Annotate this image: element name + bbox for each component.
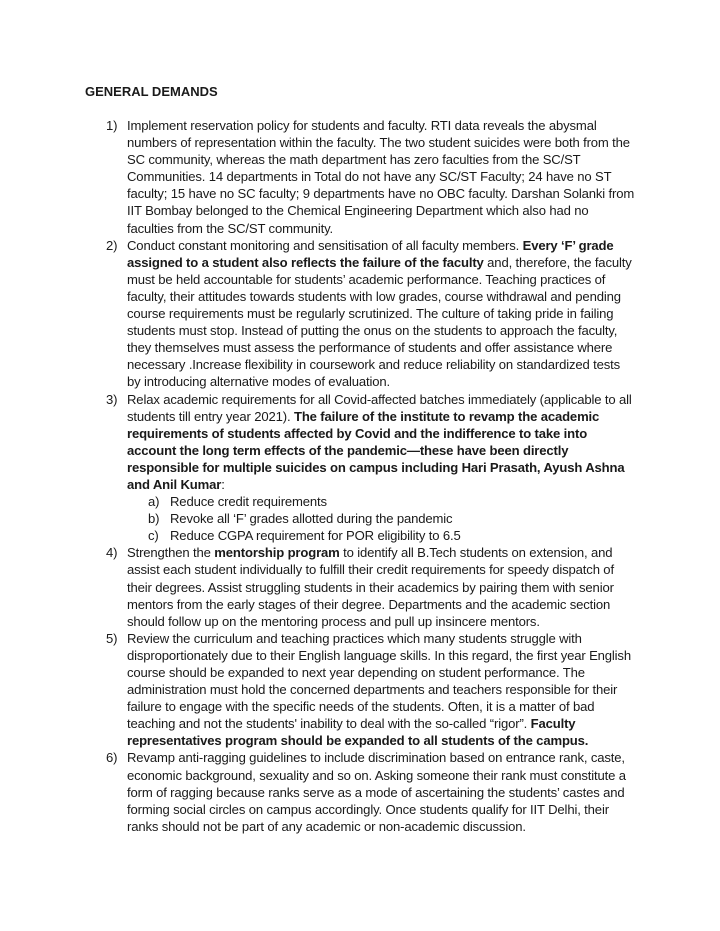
sub-item-letter: b) <box>148 511 160 527</box>
demand-item <box>106 117 636 237</box>
demands-list <box>106 117 636 835</box>
demand-item <box>106 630 636 750</box>
text-segment: Conduct constant monitoring and sensitisation of all faculty members. <box>127 237 523 253</box>
emphasized-text: The failure of the institute to revamp the academic requirements of students affected by Covid and the indifference to take into account the long term effects of the pandemic—these have been directly responsible for multiple suicides on campus including Hari Prasath, Ayush Ashna and Anil Kumar <box>127 408 625 492</box>
demand-number: 4) <box>106 545 118 561</box>
demand-text <box>127 118 634 236</box>
sub-item-text: Revoke all ‘F’ grades allotted during the pandemic <box>170 511 453 527</box>
text-segment: Review the curriculum and teaching practices which many students struggle with disproportionately due to their English language skills. In this regard, the first year English course should be expanded to next year depending on student performance. The administration must hold the concerned departments and teachers responsible for their failure to engage with the specific needs of the students. Often, it is a matter of bad teaching and not the students' inability to deal with the so-called “rigor”. <box>127 630 631 732</box>
demand-number: 5) <box>106 630 118 646</box>
sub-item <box>148 527 636 544</box>
text-segment: : <box>221 476 225 492</box>
demand-text <box>127 545 614 628</box>
text-segment: Revamp anti-ragging guidelines to include discrimination based on entrance rank, caste, economic background, sexuality and so on. Asking someone their rank must constitute a form of ragging because ranks serve as a mode of ascertaining the students’ castes and forming social circles on campus accordingly. Once students qualify for IIT Delhi, their ranks should not be part of any academic or non-academic discussion. <box>127 750 626 834</box>
demand-text <box>127 631 631 749</box>
demand-item <box>106 237 636 391</box>
demand-number: 3) <box>106 391 118 407</box>
demand-text <box>127 238 632 390</box>
text-segment: Implement reservation policy for students and faculty. RTI data reveals the abysmal numbers of representation within the faculty. The two student suicides were both from the SC community, whereas the math department has zero faculties from the SC/ST Communities. 14 departments in Total do not have any SC/ST Faculty; 24 have no ST faculty; 15 have no SC faculty; 9 departments have no OBC faculty. Darshan Solanki from IIT Bombay belonged to the Chemical Engineering Department which also had no faculties from the SC/ST community. <box>127 118 635 236</box>
demand-text <box>127 392 632 492</box>
section-heading: GENERAL DEMANDS <box>85 84 218 99</box>
emphasized-text: Every ‘F’ grade assigned to a student also reflects the failure of the faculty <box>127 237 614 270</box>
demand-text <box>127 750 626 833</box>
demand-item <box>106 391 636 545</box>
sub-item-text: Reduce CGPA requirement for POR eligibility to 6.5 <box>170 528 461 544</box>
sub-item-letter: a) <box>148 494 160 510</box>
emphasized-text: Faculty representatives program should be expanded to all students of the campus. <box>127 716 589 749</box>
sub-item <box>148 493 636 510</box>
text-segment: to identify all B.Tech students on extension, and assist each student individually to fulfill their credit requirements for speedy dispatch of their degrees. Assist struggling students in their academics by pairing them with senior mentors from the early stages of their degree. Departments and the academic section should follow up on the mentoring process and pull up insincere mentors. <box>127 545 614 629</box>
text-segment: and, therefore, the faculty must be held accountable for students’ academic performance. Teaching practices of faculty, their attitudes towards students with low grades, course withdrawal and pending course requirements must be regularly scrutinized. The culture of taking pride in failing students must stop. Instead of putting the onus on the students to approach the faculty, they themselves must assess the performance of students and offer assistance where necessary .Increase flexibility in coursework and reduce reliability on standardized tests by introducing alternative modes of evaluation. <box>127 254 632 390</box>
text-segment: Strengthen the <box>127 545 215 561</box>
demand-number: 6) <box>106 750 118 766</box>
emphasized-text: mentorship program <box>214 545 340 561</box>
demand-number: 2) <box>106 237 118 253</box>
sub-item <box>148 510 636 527</box>
sub-item-letter: c) <box>148 528 159 544</box>
demand-item <box>106 749 636 834</box>
demand-item <box>106 544 636 629</box>
text-segment: Relax academic requirements for all Covid-affected batches immediately (applicable to all students till entry year 2021). <box>127 391 632 424</box>
sub-list <box>127 493 636 544</box>
sub-item-text: Reduce credit requirements <box>170 494 327 510</box>
demand-number: 1) <box>106 118 118 133</box>
